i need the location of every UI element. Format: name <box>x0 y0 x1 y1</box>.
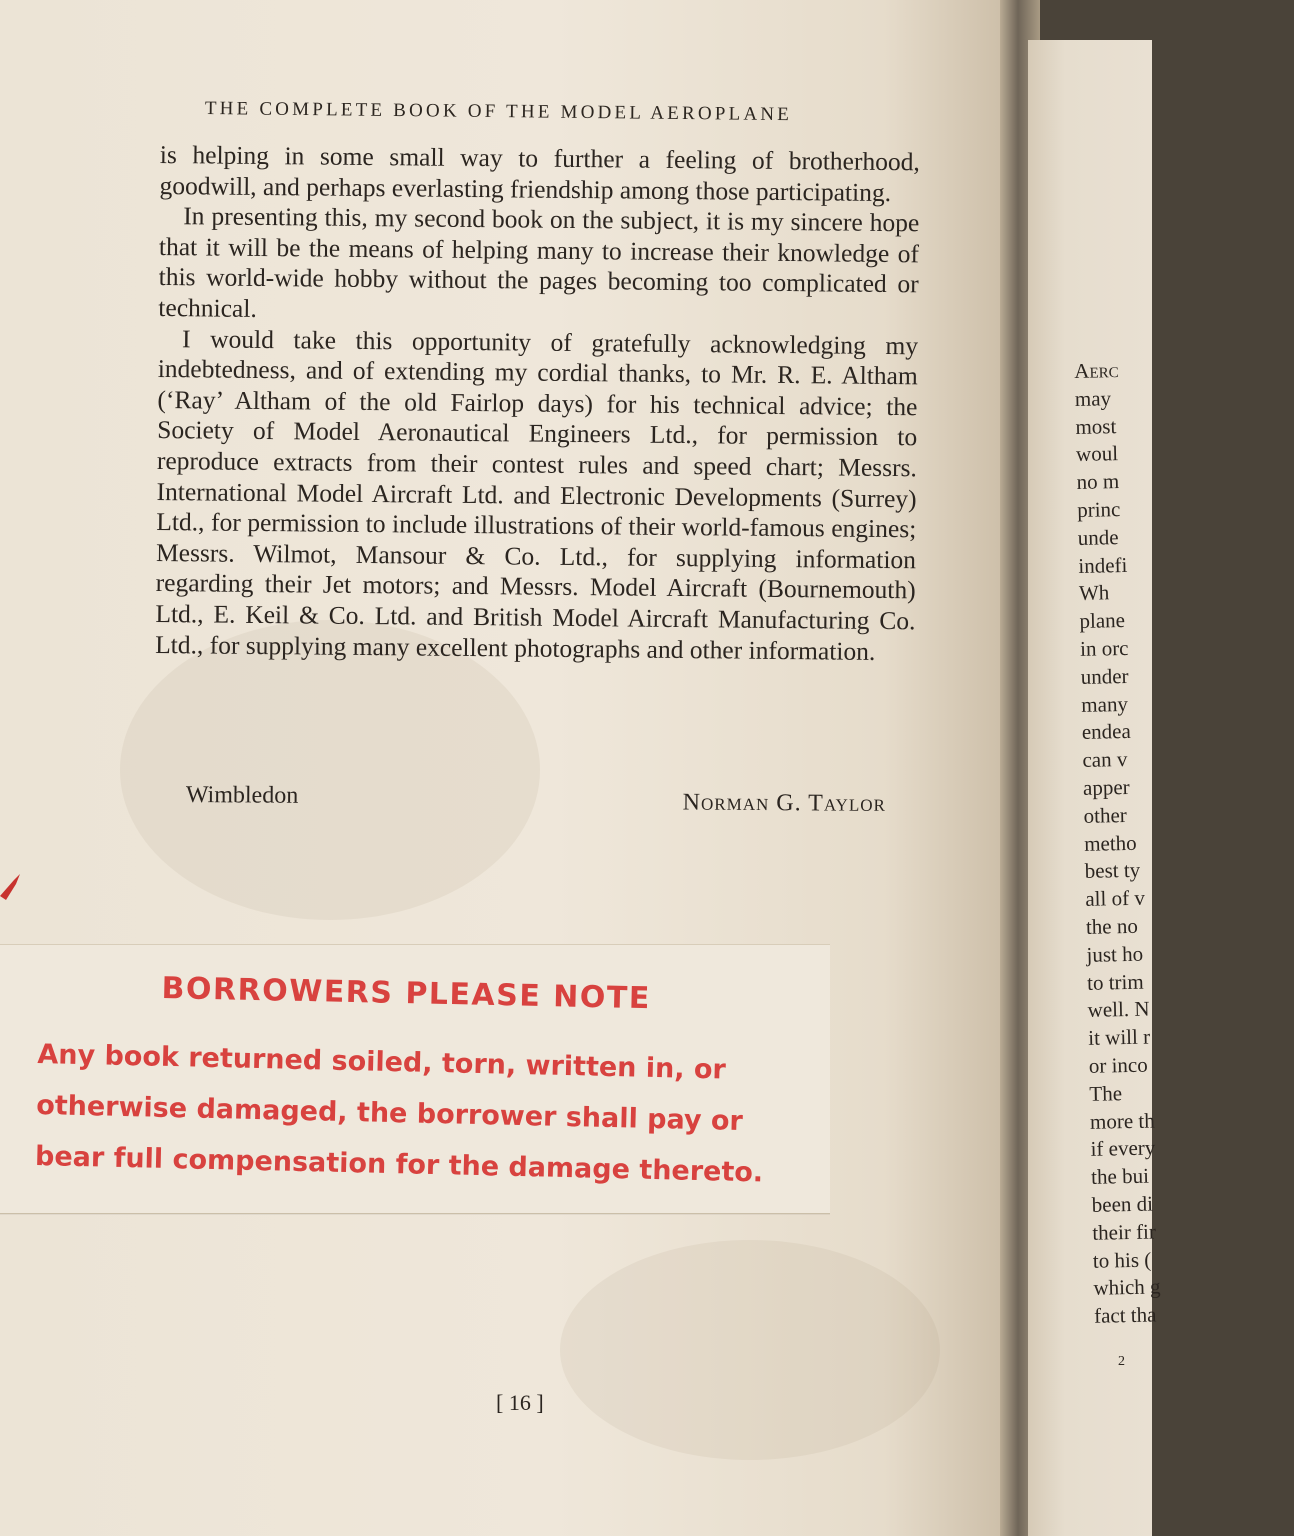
paragraph: is helping in some small way to further a feeling of brotherhood, goodwill, and perhaps everlasting friendship among those participating. <box>159 140 920 207</box>
paper-stain <box>560 1240 940 1460</box>
right-page-line: can v <box>1082 747 1128 773</box>
paragraph: I would take this opportunity of gratefully acknowledging my indebtedness, and of extending my cordial thanks, to Mr. R. E. Altham (‘Ray’ Altham of the old Fairlop days) for his technical advice; the Society of Model Aeronautical Engineers Ltd., for permission to reproduce extracts from their contest rules and speed chart; Messrs. International Model Aircraft Ltd. and Electronic Developments (Surrey) Ltd., for permission to include illustrations of their world-famous engines; Messrs. Wilmot, Mansour & Co. Ltd., for supplying information regarding their Jet motors; and Messrs. Model Aircraft (Bournemouth) Ltd., E. Keil & Co. Ltd. and British Model Aircraft Manufacturing Co. Ltd., for supplying many excellent photographs and other information. <box>155 323 919 666</box>
paper-stain <box>120 620 540 920</box>
right-page-line: which g <box>1093 1274 1161 1301</box>
right-page-number: 2 <box>1118 1354 1125 1369</box>
right-page-line: best ty <box>1084 858 1141 884</box>
right-page-line: been di <box>1091 1191 1154 1217</box>
red-ink-mark-icon <box>0 866 24 906</box>
signoff <box>186 782 886 821</box>
body-text <box>155 140 920 667</box>
right-page-line: just ho <box>1086 941 1144 967</box>
right-page-line: to his ( <box>1092 1247 1152 1273</box>
right-page-line: Wh <box>1078 580 1110 606</box>
stamp-line: otherwise damaged, the borrower shall pay or <box>35 1089 744 1138</box>
right-page-line: plane <box>1079 608 1126 634</box>
stamp-line: Any book returned soiled, torn, written in, or <box>37 1038 727 1086</box>
right-page-line: the no <box>1085 913 1139 939</box>
right-page-line: no m <box>1076 469 1120 495</box>
right-page-line: woul <box>1075 441 1119 467</box>
borrowers-notice-stamp <box>0 944 830 1214</box>
right-page-line: apper <box>1082 774 1130 800</box>
right-page-line: most <box>1075 413 1117 439</box>
right-page-line: in orc <box>1079 635 1129 661</box>
signoff-author: Norman G. Taylor <box>682 789 886 817</box>
right-page-line: Aerc <box>1074 358 1119 383</box>
right-page-line: princ <box>1076 497 1121 522</box>
right-page-line: if every <box>1090 1135 1156 1162</box>
right-page-line: metho <box>1083 830 1137 856</box>
right-page-line: indefi <box>1078 552 1128 578</box>
right-page-line: all of v <box>1085 885 1146 912</box>
right-page-line: may <box>1074 386 1112 411</box>
signoff-place: Wimbledon <box>185 782 299 809</box>
right-page-line: endea <box>1081 719 1132 745</box>
right-page-line: the bui <box>1090 1163 1150 1189</box>
right-page-line: many <box>1081 691 1129 717</box>
right-page-line: unde <box>1077 524 1119 550</box>
right-page-line: The <box>1089 1080 1123 1106</box>
right-page-line: their fir <box>1092 1219 1157 1245</box>
page-number: [ 16 ] <box>496 1390 544 1415</box>
right-page-line: or inco <box>1088 1052 1148 1078</box>
running-head: THE COMPLETE BOOK OF THE MODEL AEROPLANE <box>204 98 793 126</box>
right-page-line: under <box>1080 663 1129 689</box>
right-page-text <box>1074 354 1294 1331</box>
paragraph: In presenting this, my second book on the subject, it is my sincere hope that it will be the means of helping many to increase their knowledge of this world-wide hobby without the pages becoming too complicated or technical. <box>158 201 920 323</box>
right-page <box>1028 40 1161 1536</box>
stamp-line: bear full compensation for the damage thereto. <box>34 1140 764 1189</box>
right-page-line: it will r <box>1087 1024 1151 1050</box>
right-page-line: more th <box>1089 1107 1155 1134</box>
right-page-line: other <box>1083 802 1127 828</box>
right-page-line: fact tha <box>1093 1302 1157 1328</box>
stamp-title: BORROWERS PLEASE NOTE <box>161 971 652 1017</box>
right-page-line: well. N <box>1087 996 1150 1023</box>
stamp-body <box>35 1029 798 1199</box>
right-page-line: to trim <box>1086 969 1144 995</box>
